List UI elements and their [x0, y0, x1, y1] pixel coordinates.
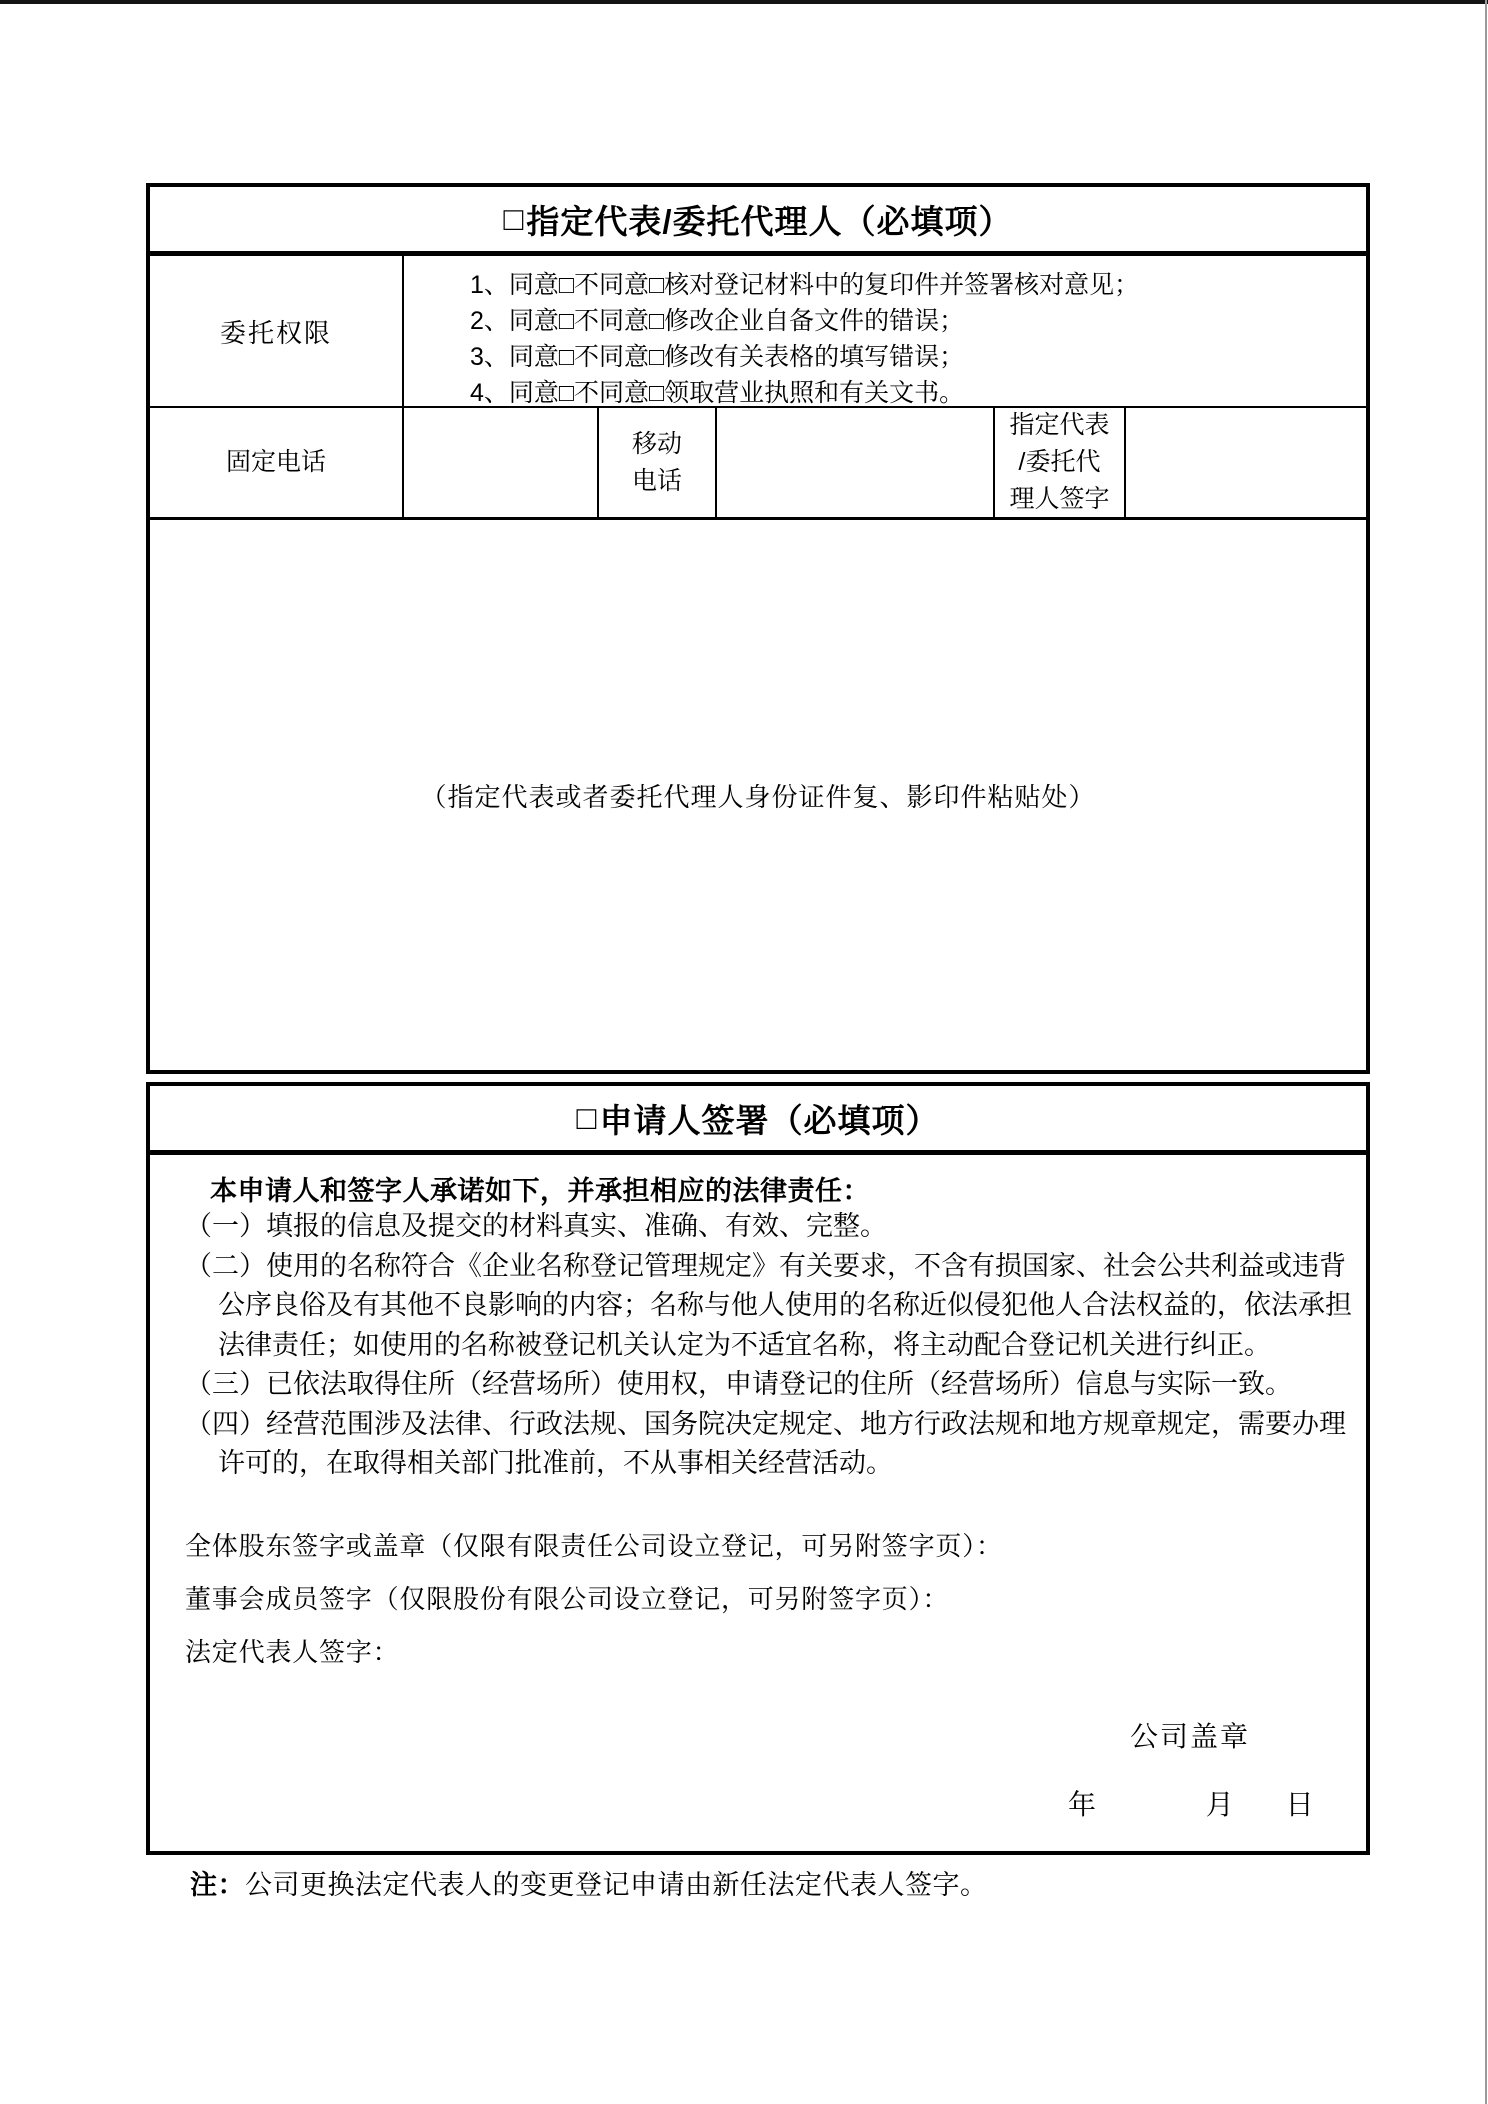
agree-checkbox-4[interactable]: □ [558, 379, 575, 407]
disagree-label: 不同意 [574, 379, 650, 407]
authority-items-cell [404, 256, 1366, 406]
agree-label: 同意 [508, 307, 559, 335]
commitment-item-4: （四）经营范围涉及法律、行政法规、国务院决定规定、地方行政法规和地方规章规定，需要办理许可的，在取得相关部门批准前，不从事相关经营活动。 [185, 1408, 1346, 1478]
section2-title: 申请人签署（必填项） [599, 1101, 940, 1139]
applicant-signature-section [146, 1082, 1370, 1855]
mobile-phone-label-line1: 移动 [631, 429, 682, 458]
disagree-label: 不同意 [574, 343, 650, 371]
authority-text: 领取营业执照和有关文书。 [664, 379, 965, 407]
commitment-item-2: （二）使用的名称符合《企业名称登记管理规定》有关要求，不含有损国家、社会公共利益或违背公序良俗及有其他不良影响的内容；名称与他人使用的名称近似侵犯他人合法权益的，依法承担法律责任；如使用的名称被登记机关认定为不适宜名称，将主动配合登记机关进行纠正。 [185, 1250, 1352, 1360]
footnote-text: 公司更换法定代表人的变更登记申请由新任法定代表人签字。 [245, 1870, 988, 1900]
item-number: 4、 [470, 379, 509, 407]
commitment-body [150, 1155, 1366, 1851]
designated-representative-section [146, 183, 1370, 1074]
id-document-paste-area[interactable] [150, 520, 1366, 1070]
fixed-phone-input[interactable] [404, 408, 599, 517]
date-day-label: 日 [1285, 1789, 1314, 1820]
authority-item-2 [470, 301, 1350, 337]
paste-area-caption: （指定代表或者委托代理人身份证件复、影印件粘贴处） [420, 781, 1096, 812]
section1-title-checkbox[interactable]: □ [503, 200, 525, 237]
commitment-heading: 本申请人和签字人承诺如下，并承担相应的法律责任： [210, 1176, 870, 1206]
shareholders-signature-line: 全体股东签字或盖章（仅限有限责任公司设立登记，可另附签字页）： [185, 1531, 1003, 1561]
agree-checkbox-1[interactable]: □ [558, 271, 575, 299]
fixed-phone-label-cell [150, 408, 404, 517]
authority-item-4 [470, 373, 1350, 409]
date-year-label: 年 [1068, 1789, 1097, 1820]
authority-item-3 [470, 337, 1350, 373]
disagree-checkbox-2[interactable]: □ [649, 307, 665, 335]
authority-text: 修改企业自备文件的错误； [664, 307, 965, 335]
authority-row [150, 256, 1366, 408]
mobile-phone-input[interactable] [717, 408, 995, 517]
disagree-label: 不同意 [574, 307, 650, 335]
section2-title-row [150, 1086, 1366, 1155]
disagree-label: 不同意 [574, 271, 650, 299]
representative-sign-label-cell [995, 408, 1126, 517]
authority-text: 核对登记材料中的复印件并签署核对意见； [664, 271, 1140, 299]
section1-title: 指定代表/委托代理人（必填项） [526, 202, 1013, 240]
agree-label: 同意 [508, 343, 559, 371]
item-number: 3、 [470, 343, 509, 371]
agree-checkbox-3[interactable]: □ [558, 343, 575, 371]
section2-title-checkbox[interactable]: □ [576, 1099, 598, 1136]
date-month-label: 月 [1205, 1789, 1234, 1820]
representative-sign-label-line3: 理人签字 [1009, 485, 1110, 513]
commitment-item-3: （三）已依法取得住所（经营场所）使用权，申请登记的住所（经营场所）信息与实际一致。 [185, 1369, 1292, 1399]
disagree-checkbox-3[interactable]: □ [649, 343, 665, 371]
item-number: 1、 [470, 271, 509, 299]
mobile-phone-label-cell [599, 408, 717, 517]
footnote-prefix: 注： [190, 1870, 245, 1900]
agree-label: 同意 [508, 271, 559, 299]
company-seal-label: 公司盖章 [1130, 1721, 1251, 1752]
authority-item-1 [470, 265, 1350, 301]
board-members-signature-line: 董事会成员签字（仅限股份有限公司设立登记，可另附签字页）： [185, 1584, 950, 1614]
commitment-item-1: （一）填报的信息及提交的材料真实、准确、有效、完整。 [185, 1211, 887, 1241]
authority-label: 委托权限 [219, 317, 332, 348]
disagree-checkbox-4[interactable]: □ [649, 379, 665, 407]
commitment-list [185, 1207, 1365, 1484]
representative-sign-label-line2: /委托代 [1018, 448, 1101, 476]
date-line [1068, 1783, 1314, 1823]
authority-text: 修改有关表格的填写错误； [664, 343, 965, 371]
mobile-phone-label-line2: 电话 [631, 466, 682, 495]
phone-row [150, 408, 1366, 520]
item-number: 2、 [470, 307, 509, 335]
page-top-edge [0, 0, 1488, 4]
agree-label: 同意 [508, 379, 559, 407]
agree-checkbox-2[interactable]: □ [558, 307, 575, 335]
section1-title-row [150, 187, 1366, 256]
authority-label-cell [150, 256, 404, 406]
legal-representative-signature-line: 法定代表人签字： [185, 1637, 400, 1667]
fixed-phone-label: 固定电话 [225, 448, 326, 476]
page-right-edge [1485, 0, 1487, 2104]
representative-signature-field[interactable] [1126, 408, 1366, 517]
footnote [190, 1863, 988, 1902]
representative-sign-label-line1: 指定代表 [1009, 411, 1110, 439]
disagree-checkbox-1[interactable]: □ [649, 271, 665, 299]
